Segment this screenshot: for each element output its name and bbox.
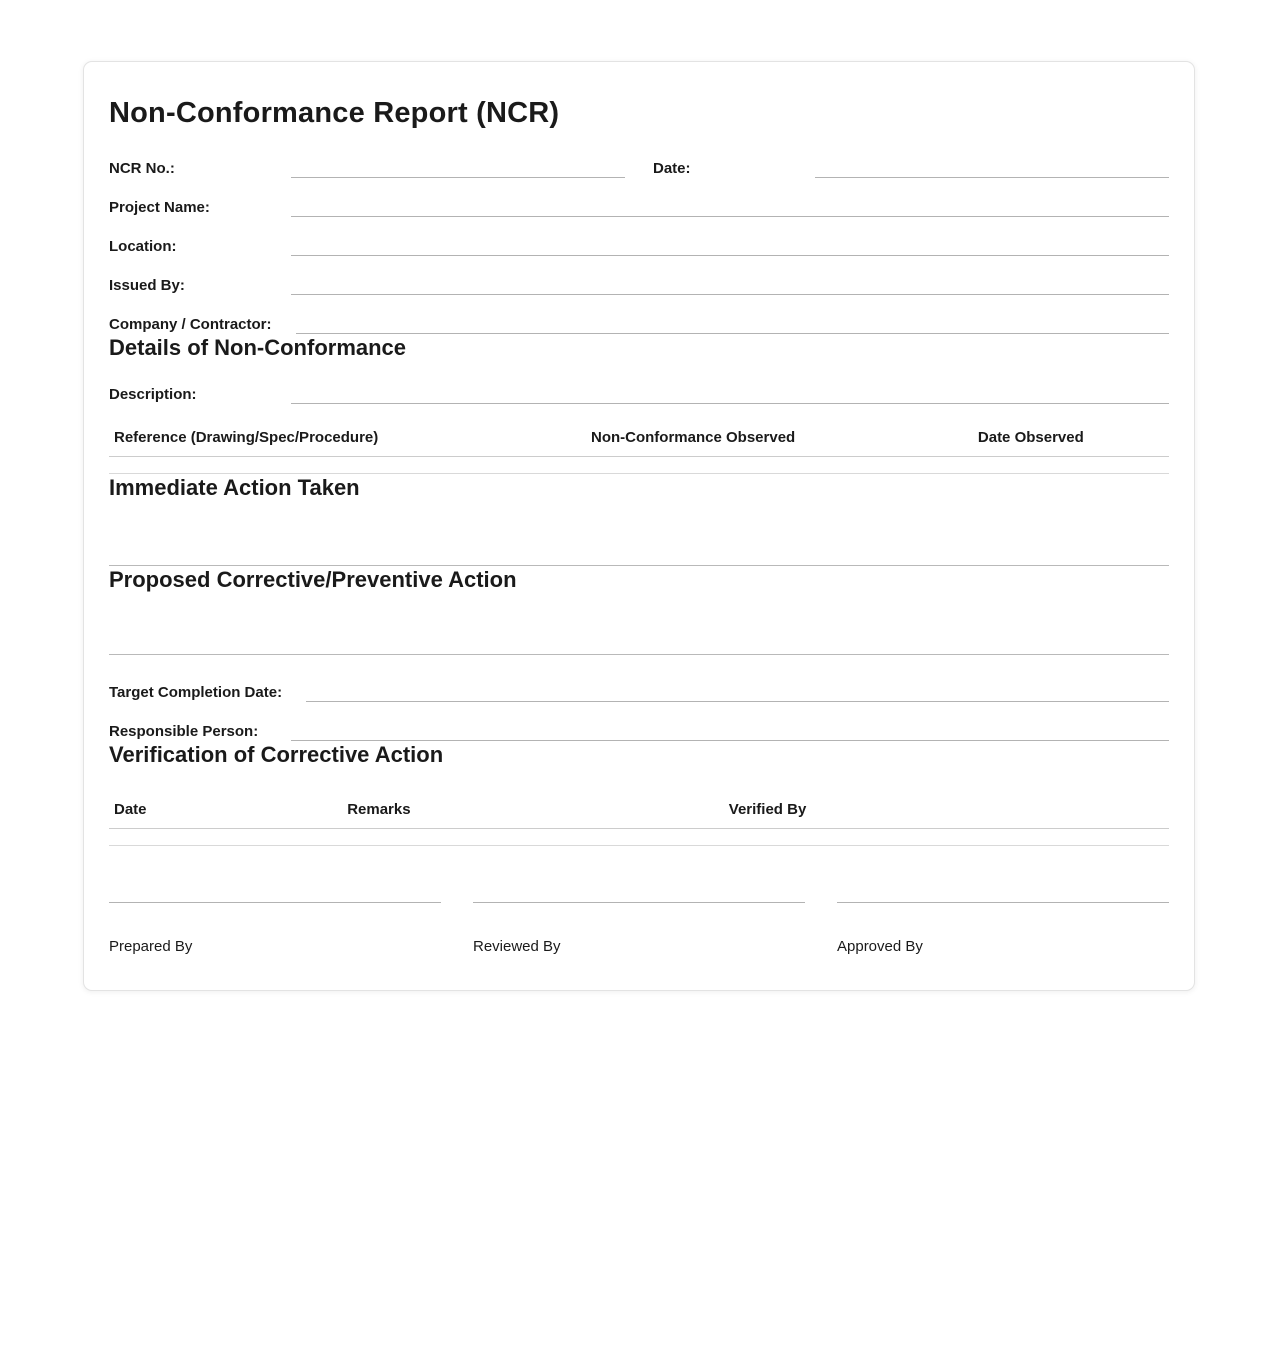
- issued-by-input[interactable]: [291, 294, 1169, 295]
- details-table-row: [109, 457, 1169, 474]
- verification-col-date: Date: [109, 794, 342, 829]
- verification-table-header-row: [109, 794, 1169, 829]
- details-col-reference: Reference (Drawing/Spec/Procedure): [109, 422, 586, 457]
- page-title: Non-Conformance Report (NCR): [109, 97, 560, 129]
- ncr-no-input[interactable]: [291, 177, 625, 178]
- ncr-form-card: [83, 61, 1195, 991]
- date-label: Date:: [653, 160, 691, 177]
- reviewed-by-block: [473, 902, 805, 956]
- approved-by-block: [837, 902, 1169, 956]
- details-table-header-row: [109, 422, 1169, 457]
- target-completion-date-field: [109, 683, 1169, 702]
- verification-table-row: [109, 829, 1169, 846]
- issued-by-label: Issued By:: [109, 277, 185, 294]
- reviewed-by-signature-line[interactable]: [473, 902, 805, 903]
- responsible-person-field: [109, 722, 1169, 741]
- project-name-field: [109, 198, 1169, 217]
- verification-col-verified-by: Verified By: [724, 794, 1169, 829]
- issued-by-field: [109, 276, 1169, 295]
- description-input[interactable]: [291, 403, 1169, 404]
- target-completion-date-label: Target Completion Date:: [109, 684, 283, 701]
- immediate-action-textarea[interactable]: [109, 501, 1169, 566]
- project-name-label: Project Name:: [109, 199, 210, 216]
- ncr-no-label: NCR No.:: [109, 160, 175, 177]
- details-cell-observed[interactable]: [586, 457, 973, 474]
- signature-row: [109, 902, 1169, 956]
- project-name-input[interactable]: [291, 216, 1169, 217]
- description-field: [109, 385, 1169, 404]
- company-contractor-label: Company / Contractor:: [109, 316, 272, 333]
- location-label: Location:: [109, 238, 177, 255]
- target-completion-date-input[interactable]: [306, 701, 1169, 702]
- verification-cell-verified-by[interactable]: [724, 829, 1169, 846]
- date-field: [653, 159, 1169, 178]
- prepared-by-signature-line[interactable]: [109, 902, 441, 903]
- verification-table: [109, 794, 1169, 846]
- details-cell-reference[interactable]: [109, 457, 586, 474]
- location-field: [109, 237, 1169, 256]
- location-input[interactable]: [291, 255, 1169, 256]
- reviewed-by-label: Reviewed By: [473, 938, 561, 955]
- description-label: Description:: [109, 386, 197, 403]
- proposed-action-textarea[interactable]: [109, 593, 1169, 655]
- ncr-no-field: [109, 159, 625, 178]
- verification-section-heading: Verification of Corrective Action: [109, 742, 444, 767]
- responsible-person-label: Responsible Person:: [109, 723, 259, 740]
- date-input[interactable]: [815, 177, 1169, 178]
- company-contractor-input[interactable]: [296, 333, 1169, 334]
- details-col-date-observed: Date Observed: [973, 422, 1169, 457]
- details-col-observed: Non-Conformance Observed: [586, 422, 973, 457]
- approved-by-label: Approved By: [837, 938, 923, 955]
- prepared-by-block: [109, 902, 441, 956]
- approved-by-signature-line[interactable]: [837, 902, 1169, 903]
- details-table: [109, 422, 1169, 474]
- details-section-heading: Details of Non-Conformance: [109, 335, 407, 360]
- verification-cell-date[interactable]: [109, 829, 342, 846]
- immediate-action-heading: Immediate Action Taken: [109, 475, 360, 500]
- prepared-by-label: Prepared By: [109, 938, 193, 955]
- ncr-date-row: [109, 159, 1169, 178]
- verification-col-remarks: Remarks: [342, 794, 724, 829]
- company-contractor-field: [109, 315, 1169, 334]
- verification-cell-remarks[interactable]: [342, 829, 724, 846]
- proposed-action-heading: Proposed Corrective/Preventive Action: [109, 567, 517, 592]
- details-cell-date-observed[interactable]: [973, 457, 1169, 474]
